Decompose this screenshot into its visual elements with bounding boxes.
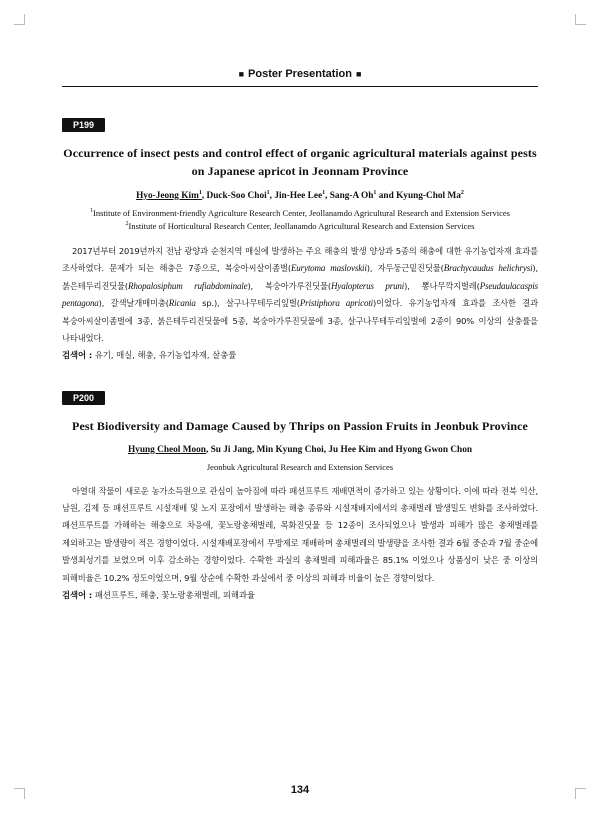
affil-mark: 1 [90,208,93,215]
poster-id-badge: P199 [62,118,105,132]
author-name: Jin-Hee Lee [274,191,323,201]
body-text: )이었다. 유기농업자재 효과를 조사한 결과 복숭아씨살이좀벌에 3종, 붉은테두리진딧물에 5종, 복숭아가루진딧물에 3종, 살구나무테두리잎벌에 2종이 90% 이상의 살충률을 나타내었다. [62,298,539,344]
keywords-text: 패션프루트, 해충, 꽃노랑총채벌레, 피해과율 [92,589,255,600]
header-title: Poster Presentation [248,68,352,80]
crop-mark [14,14,25,25]
author-affil-mark: 1 [266,189,270,196]
author-separator: and [376,191,397,201]
affiliation-line: Jeonbuk Agricultural Research and Extension Services [206,462,394,472]
species-name: Ricania [168,298,196,309]
title-line: Occurrence of insect pests and control effect of organic agricultural materials against pests [63,146,537,160]
author-list [62,190,538,203]
body-text: sp.), 살구나무테두리잎벌( [195,298,300,309]
body-text: ), 자두둥근밑진딧물( [366,263,444,274]
abstract-title [62,144,538,180]
square-bullet-icon: ■ [238,69,245,79]
crop-mark [575,14,586,25]
poster-abstract-p200 [62,388,538,604]
species-name: Pristiphora apricoti [299,298,374,309]
author-name: Kyung-Chol Ma [396,191,461,201]
author-list [62,444,538,457]
body-text: ), 갈색날개매미충( [98,298,169,309]
running-header [62,64,538,87]
author-affil-mark: 1 [198,189,202,196]
keywords-label: 검색어 : [62,589,93,600]
author-affil-mark: 1 [322,189,326,196]
abstract-body: 아열대 작물이 새로운 농가소득원으로 관심이 높아짐에 따라 패션프루트 재배면적이 증가하고 있는 상황이다. 이에 따라 전북 익산, 남원, 김제 등 패션프루트 시설재배 및 노지 포장에서 발생하는 해충 종류와 시설재배지에서의 총채벌레 발생밀도 변화를 조사하였다. 패션프루트를 가해하는 해충으로 차응애, 꽃노랑총채벌레, 목화진딧물 등 12종이 조사되었으나 발생과 피해가 많은 총채벌레를 제외하고는 발생량이 적은 경향이었다. 시설재배포장에서 무방제로 재배하며 총채벌레의 발생량을 조사한 결과 6월 중순과 7월 중순에 발생최성기를 보였으며 이후 감소하는 경향이었다. 수확한 과실의 총채벌레 피해과율은 85.1% 이었으나 상품성이 낮은 중 이상의 피해비율은 10.2% 정도이었으며, 9월 상순에 수확한 과실에서 중 이상의 피해과 비율이 높은 경향이었다. [62,485,538,583]
body-text: ), 뽕나무깍지벌레( [404,280,480,291]
keywords-line [62,347,538,364]
abstract-title: Pest Biodiversity and Damage Caused by Thrips on Passion Fruits in Jeonbuk Province [72,419,528,433]
poster-id-badge: P200 [62,391,105,405]
affiliation-text: Institute of Environment-friendly Agriculture Research Center, Jeollanamdo Agricultural Research and Extension Services [93,208,510,218]
author-separator: , [201,191,207,201]
body-text: ), 붉은테두리진딧물( [62,263,538,291]
body-text: ), 복숭아가루진딧물( [247,280,331,291]
author-name: Duck-Soo Choi [206,191,267,201]
species-name: Hyalopterus pruni [331,280,405,291]
species-name: Brachycaudus helichrysi [443,263,533,274]
affiliation-line [62,207,538,220]
affiliation-line [62,220,538,233]
author-affil-mark: 1 [373,189,377,196]
author-affil-mark: 2 [460,189,464,196]
species-name: Pseudaulacaspis pentagona [62,280,538,309]
title-line: on Japanese apricot in Jeonnam Province [191,164,409,178]
species-name: Rhopalosiphum rufiabdominale [128,280,248,291]
keywords-line [62,587,538,604]
species-name: Eurytoma maslovskii [290,263,367,274]
body-text: 2017년부터 2019년까지 전남 광양과 순천지역 매실에 발생하는 주요 해충의 발생 양상과 5종의 해충에 대한 유기농업자재 효과를 조사하였다. 문제가 되는 해충은 7종으로, 복숭아씨살이좀벌( [62,246,538,274]
author-name: Hyo-Jeong Kim [136,191,199,201]
keywords-text: 유기, 매실, 해충, 유기농업자재, 살충률 [92,350,237,361]
affiliation-text: Institute of Horticultural Research Center, Jeollanamdo Agricultural Research and Extension Services [128,220,475,231]
author-name: Sang-A Oh [329,191,374,201]
abstract-body [62,243,538,347]
presenter-name: Hyung Cheol Moon [127,445,206,455]
poster-abstract-p199 [62,115,538,364]
coauthor-names: , Su Ji Jang, Min Kyung Choi, Ju Hee Kim and Hyong Gwon Chon [205,445,473,455]
page-number: 134 [290,784,310,796]
affiliations [62,207,538,232]
author-separator: , [325,191,330,201]
author-separator: , [269,191,275,201]
square-bullet-icon: ■ [355,69,362,79]
keywords-label: 검색어 : [62,350,93,361]
affil-mark: 2 [125,220,129,227]
